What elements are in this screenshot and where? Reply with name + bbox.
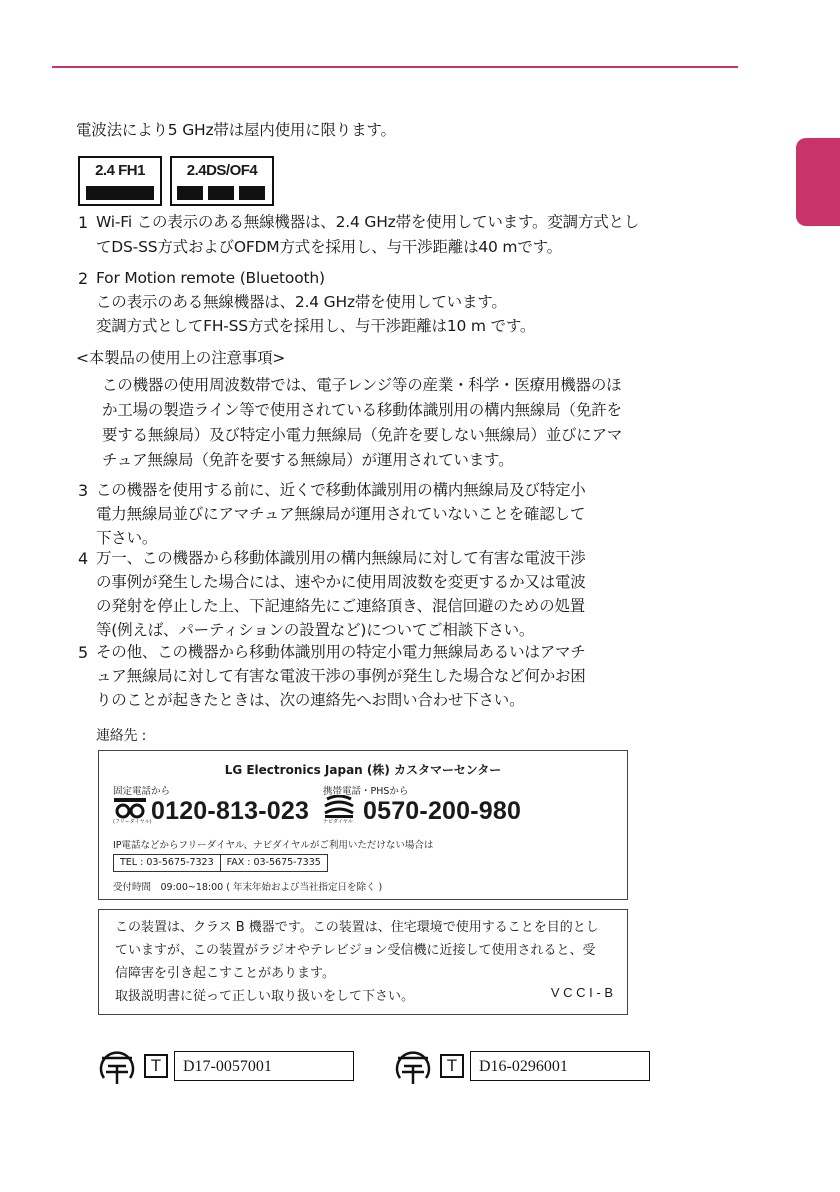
certification-mark-1	[96, 1046, 272, 1086]
caution-line-3: 要する無線局）及び特定小電力無線局（免許を要しない無線局）並びにアマ	[102, 426, 623, 444]
giteki-mark-icon	[392, 1046, 434, 1086]
certification-mark-2	[392, 1046, 568, 1086]
caution-line-1: この機器の使用周波数帯では、電子レンジ等の産業・科学・医療用機器のほ	[102, 376, 622, 394]
navi-dial-icon	[323, 795, 357, 825]
ip-note: IP電話などからフリーダイヤル、ナビダイヤルがご利用いただけない場合は	[113, 840, 434, 851]
contact-title: LG Electronics Japan (株) カスタマーセンター	[224, 763, 502, 777]
freq-mark-label: 2.4 FH1	[95, 162, 145, 179]
item-1-line-2: てDS-SS方式およびOFDM方式を採用し、与干渉距離は40 mです。	[96, 238, 562, 256]
cert-number: D16-0296001	[470, 1051, 650, 1081]
t-mark: T	[440, 1054, 464, 1078]
item-4-line-2: の事例が発生した場合には、速やかに使用周波数を変更するか又は電波	[96, 573, 586, 591]
header-rule	[52, 66, 738, 68]
item-3-line-1: この機器を使用する前に、近くで移動体識別用の構内無線局及び特定小	[96, 481, 586, 499]
giteki-mark-icon	[96, 1046, 138, 1086]
item-1-line-1: Wi-Fi この表示のある無線機器は、2.4 GHz帯を使用しています。変調方式とし	[96, 213, 640, 231]
contact-box	[98, 750, 628, 900]
fixed-line-label: 固定電話から	[113, 786, 171, 797]
vcci-line-3: 信障害を引き起こすことがあります。	[115, 966, 335, 981]
item-5-line-2: ュア無線局に対して有害な電波干渉の事例が発生した場合など何かお困	[96, 667, 586, 685]
vcci-line-4: 取扱説明書に従って正しい取り扱いをして下さい。	[115, 989, 415, 1004]
freq-mark-ds-of4	[170, 156, 274, 206]
freq-mark-label: 2.4DS/OF4	[186, 162, 258, 179]
item-number: 3	[78, 481, 89, 500]
item-number: 2	[78, 269, 89, 288]
tel-fax-row	[113, 854, 328, 872]
mobile-label: 携帯電話・PHSから	[323, 786, 409, 797]
cert-number: D17-0057001	[174, 1051, 354, 1081]
item-2-line-3: 変調方式としてFH-SS方式を採用し、与干渉距離は10 m です。	[96, 317, 536, 335]
item-4-line-1: 万一、この機器から移動体識別用の構内無線局に対して有害な電波干渉	[96, 549, 586, 567]
freq-bar	[239, 186, 265, 200]
vcci-box	[98, 909, 628, 1015]
freq-bar	[177, 186, 203, 200]
contact-label: 連絡先 :	[96, 728, 147, 744]
item-number: 1	[78, 213, 89, 232]
mobile-number: 0570-200-980	[363, 797, 522, 825]
free-dial-caption: (フリーダイヤル)	[113, 819, 152, 825]
vcci-line-2: ていますが、この装置がラジオやテレビジョン受信機に近接して使用されると、受	[115, 943, 596, 958]
freq-bar	[86, 186, 154, 200]
vcci-mark: V C C I - B	[550, 985, 613, 1000]
heading: 電波法により5 GHz帯は屋内使用に限ります。	[76, 121, 396, 139]
freq-mark-fh1	[78, 156, 162, 206]
item-2-line-1: For Motion remote (Bluetooth)	[96, 269, 325, 287]
tel: TEL : 03-5675-7323	[120, 857, 214, 868]
hours: 受付時間 09:00~18:00 ( 年末年始および当社指定日を除く )	[113, 882, 383, 893]
t-mark: T	[144, 1054, 168, 1078]
caution-line-2: か工場の製造ライン等で使用されている移動体識別用の構内無線局（免許を	[102, 401, 622, 419]
item-4-line-4: 等(例えば、パーティションの設置など)についてご相談下さい。	[96, 621, 535, 639]
caution-title: <本製品の使用上の注意事項>	[76, 349, 286, 367]
item-5-line-3: りのことが起きたときは、次の連絡先へお問い合わせ下さい。	[96, 691, 525, 709]
vcci-line-1: この装置は、クラス B 機器です。この装置は、住宅環境で使用することを目的とし	[115, 920, 599, 935]
navi-dial-caption: ナビダイヤル	[323, 819, 353, 825]
freq-bar	[208, 186, 234, 200]
item-3-line-3: 下さい。	[96, 529, 158, 547]
caution-line-4: チュア無線局（免許を要する無線局）が運用されています。	[102, 451, 514, 469]
fax: FAX : 03-5675-7335	[220, 855, 327, 871]
item-3-line-2: 電力無線局並びにアマチュア無線局が運用されていないことを確認して	[96, 505, 586, 523]
item-4-line-3: の発射を停止した上、下記連絡先にご連絡頂き、混信回避のための処置	[96, 597, 585, 615]
item-number: 5	[78, 643, 89, 662]
free-dial-icon	[113, 797, 152, 825]
item-number: 4	[78, 549, 89, 568]
item-2-line-2: この表示のある無線機器は、2.4 GHz帯を使用しています。	[96, 293, 507, 311]
section-tab	[796, 138, 840, 226]
item-5-line-1: その他、この機器から移動体識別用の特定小電力無線局あるいはアマチ	[96, 643, 586, 661]
fixed-number: 0120-813-023	[151, 797, 310, 825]
